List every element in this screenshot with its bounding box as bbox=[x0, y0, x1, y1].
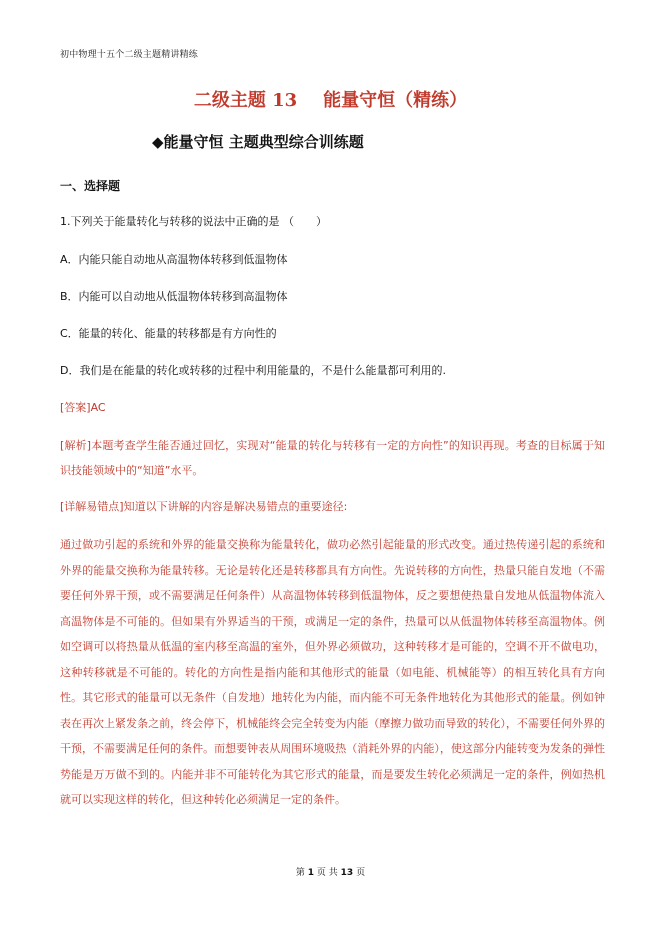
page-title bbox=[0, 86, 661, 112]
footer-suffix: 页 bbox=[356, 868, 366, 878]
page-footer bbox=[0, 865, 661, 878]
option-c: C．能量的转化、能量的转移都是有方向性的 bbox=[60, 327, 277, 340]
analysis-paragraph: [解析]本题考查学生能否通过回忆，实现对“能量的转化与转移有一定的方向性”的知识再现。考查的目标属于知识技能领域中的“知道”水平。 bbox=[60, 439, 605, 477]
section-heading: 一、选择题 bbox=[60, 179, 121, 193]
footer-total-pages: 13 bbox=[340, 868, 354, 878]
footer-middle: 页 共 bbox=[316, 868, 338, 878]
subtitle: ◆能量守恒 主题典型综合训练题 bbox=[152, 133, 364, 151]
option-b: B．内能可以自动地从低温物体转移到高温物体 bbox=[60, 290, 288, 303]
footer-page-number: 1 bbox=[307, 868, 315, 878]
tips-heading: [详解易错点]知道以下讲解的内容是解决易错点的重要途径: bbox=[60, 500, 348, 513]
answer-text: [答案]AC bbox=[60, 401, 106, 414]
title-topic-number: 二级主题 13 bbox=[193, 90, 298, 111]
footer-prefix: 第 bbox=[295, 868, 305, 878]
option-d: D．我们是在能量的转化或转移的过程中利用能量的，不是什么能量都可利用的. bbox=[60, 364, 446, 377]
header-note: 初中物理十五个二级主题精讲精练 bbox=[60, 50, 199, 60]
option-a: A．内能只能自动地从高温物体转移到低温物体 bbox=[60, 253, 288, 266]
explanation-paragraph: 通过做功引起的系统和外界的能量交换称为能量转化，做功必然引起能量的形式改变。通过热传递引起的系统和外界的能量交换称为能量转移。无论是转化还是转移都具有方向性。先说转移的方向性，热量只能自发地（不需要任何外界干预，或不需要满足任何条件）从高温物体转移到低温物体，反之要想使热量自发地从低温物体流入高温物体是不可能的。但如果有外界适当的干预，或满足一定的条件，热量可以从低温物体转移至高温物体。例如空调可以将热量从低温的室内移至高温的室外，但外界必须做功，这种转移才是可能的，空调不开不做电功，这种转移就是不可能的。转化的方向性是指内能和其他形式的能量（如电能、机械能等）的相互转化具有方向性。其它形式的能量可以无条件（自发地）地转化为内能，而内能不可无条件地转化为其他形式的能量。例如钟表在再次上紧发条之前，终会停下，机械能终会完全转变为内能（摩擦力做功而导致的转化），不需要任何外界的干预，不需要满足任何的条件。而想要钟表从周围环境吸热（消耗外界的内能），使这部分内能转变为发条的弹性势能是万万做不到的。内能并非不可能转化为其它形式的能量，而是要发生转化必须满足一定的条件，例如热机就可以实现这样的转化，但这种转化必须满足一定的条件。 bbox=[60, 538, 605, 806]
question-stem: 1.下列关于能量转化与转移的说法中正确的是 （ ） bbox=[60, 215, 327, 228]
title-topic-name: 能量守恒（精练） bbox=[323, 90, 468, 111]
